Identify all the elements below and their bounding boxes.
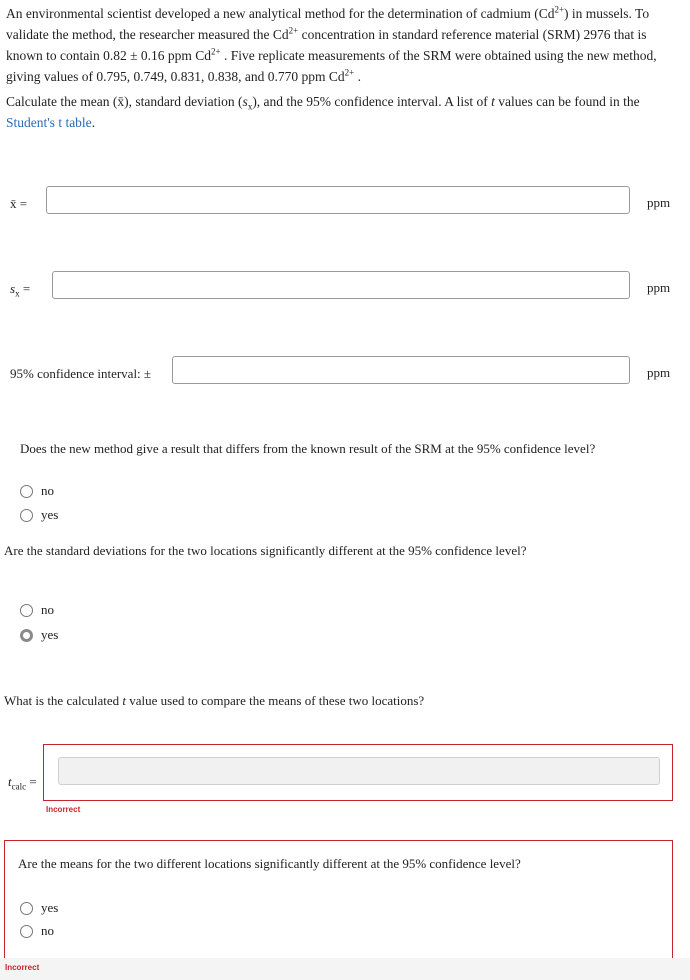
radio-button[interactable] — [20, 902, 33, 915]
radio-button-selected[interactable] — [20, 629, 33, 642]
problem-line-1: An environmental scientist developed a new analytical method for the determination of cadmium $(Cd^{2+})$ in mussels. To — [6, 4, 650, 21]
q2-option-yes[interactable] — [20, 626, 58, 644]
sd-unit: ppm — [647, 280, 671, 295]
q4-option-yes[interactable] — [20, 899, 58, 917]
problem-line-4: giving values of 0.795, 0.749, 0.831, 0.838, and 0.770 ppm $Cd^{2+}$ . — [6, 67, 361, 84]
ci-input[interactable] — [172, 356, 630, 384]
option-label: no — [41, 923, 54, 938]
question-means-difference: Are the means for the two different locations significantly different at the 95% confidence level? — [18, 856, 521, 871]
instructions-line-1: Calculate the mean (x̄), standard deviation $(s_x)$, and the 95% confidence interval. A list of t values can be found in the — [6, 94, 640, 112]
means-feedback: Incorrect — [5, 963, 40, 972]
t-calc-input[interactable] — [58, 757, 660, 785]
students-t-table-link[interactable]: Student's t table — [6, 115, 92, 130]
q1-option-no[interactable] — [20, 482, 54, 500]
radio-button[interactable] — [20, 604, 33, 617]
t-calc-label: $t_{calc}$ = — [8, 774, 37, 792]
ci-unit: ppm — [647, 365, 671, 380]
option-label: yes — [41, 627, 59, 642]
mean-unit: ppm — [647, 195, 671, 210]
problem-line-3: known to contain 0.82 ± 0.16 ppm $Cd^{2+}$ . Five replicate measurements of the SRM were obtained using the new method, — [6, 46, 657, 63]
ci-label: 95% confidence interval: ± — [10, 366, 152, 381]
footer-shade — [0, 958, 690, 980]
link-period: . — [91, 115, 96, 130]
option-label: yes — [41, 900, 59, 915]
sd-label: $s_x$ = — [10, 281, 31, 299]
mean-label: x̄ = — [10, 196, 28, 211]
q4-option-no[interactable] — [20, 922, 54, 940]
problem-line-2: validate the method, the researcher measured the $Cd^{2+}$ concentration in standard reference material (SRM) 2976 that is — [6, 25, 647, 42]
sd-input[interactable] — [52, 271, 630, 299]
question-sd-difference: Are the standard deviations for the two locations significantly different at the 95% confidence level? — [4, 543, 527, 558]
t-calc-feedback: Incorrect — [46, 805, 81, 814]
radio-button[interactable] — [20, 485, 33, 498]
option-label: no — [41, 483, 54, 498]
radio-button[interactable] — [20, 509, 33, 522]
option-label: no — [41, 602, 54, 617]
problem-statement — [6, 3, 686, 87]
q2-option-no[interactable] — [20, 601, 54, 619]
radio-button[interactable] — [20, 925, 33, 938]
calculation-instructions — [6, 91, 686, 133]
question-srm-difference: Does the new method give a result that differs from the known result of the SRM at the 95% confidence level? — [20, 441, 596, 456]
option-label: yes — [41, 507, 59, 522]
question-t-calc: What is the calculated t value used to compare the means of these two locations? — [4, 693, 425, 708]
mean-input[interactable] — [46, 186, 630, 214]
q1-option-yes[interactable] — [20, 506, 58, 524]
